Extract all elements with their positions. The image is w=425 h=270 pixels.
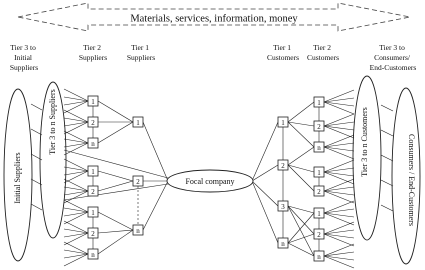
connector-line <box>288 206 314 256</box>
node-label-t1c-0: 1 <box>281 118 285 127</box>
connector-line <box>98 230 133 233</box>
header-tier1-customers: Tier 1 Customers <box>266 43 300 62</box>
node-label-t2c_c-1: 2 <box>317 230 321 239</box>
connector-line <box>252 165 278 181</box>
node-label-t1s-1: 2 <box>136 177 140 186</box>
node-label-t2c_c-0: 1 <box>317 209 321 218</box>
header-tier2-suppliers: Tier 2 Suppliers <box>78 43 108 62</box>
label-tier3-customers: Tier 3 to n Customers <box>360 107 369 177</box>
node-label-t1c-1: 2 <box>281 161 285 170</box>
connector-line <box>381 180 393 186</box>
node-label-t1s-2: n <box>136 226 140 235</box>
connector-line <box>98 181 133 191</box>
connector-line <box>98 212 133 230</box>
label-initial-suppliers: Initial Suppliers <box>13 152 22 204</box>
connector-line <box>288 243 314 256</box>
header-tier1-suppliers: Tier 1 Suppliers <box>126 43 156 62</box>
connector-line <box>288 206 314 234</box>
connector-line <box>288 147 314 165</box>
connector-line <box>98 171 133 181</box>
focal-company <box>167 170 253 192</box>
connector-line <box>381 105 393 111</box>
label-end-customers: Consumers / End-Customers <box>407 134 416 226</box>
node-label-t2s_b-1: 2 <box>91 187 95 196</box>
connector-line <box>288 102 314 122</box>
connector-line <box>252 181 278 243</box>
column-headers <box>10 43 417 72</box>
node-label-t2s_c-2: n <box>91 250 95 259</box>
connector-line <box>252 122 278 181</box>
connector-line <box>98 230 133 254</box>
connector-line <box>288 165 314 191</box>
connector-line <box>98 122 133 143</box>
header-tier3-initial-suppliers: Tier 3 to Initial Suppliers <box>9 43 39 72</box>
node-label-t2s_a-2: n <box>91 139 95 148</box>
connector-line <box>64 184 168 200</box>
node-label-t2c_b-1: 2 <box>317 187 321 196</box>
connector-line <box>381 155 393 161</box>
node-label-t2s_b-0: 1 <box>91 167 95 176</box>
connector-line <box>381 130 393 136</box>
connector-line <box>64 150 168 178</box>
connector-line <box>252 181 278 206</box>
connector-line <box>143 181 168 230</box>
node-label-t2s_c-1: 2 <box>91 229 95 238</box>
connector-line <box>98 101 133 122</box>
node-label-t2s_c-0: 1 <box>91 208 95 217</box>
node-label-t2c_a-0: 1 <box>317 98 321 107</box>
node-label-t1c-3: n <box>281 239 285 248</box>
connector-line <box>31 204 42 210</box>
node-label-t2c_c-2: n <box>317 252 321 261</box>
node-label-t1c-2: 3 <box>281 202 285 211</box>
connector-line <box>288 122 314 147</box>
connector-line <box>31 104 42 110</box>
node-label-t2c_a-2: n <box>317 143 321 152</box>
connector-line <box>381 205 393 211</box>
node-label-t1s-0: 1 <box>136 118 140 127</box>
connector-line <box>31 129 42 135</box>
flow-banner <box>18 3 410 31</box>
banner-text: Materials, services, information, money <box>130 13 298 25</box>
node-label-t2s_a-0: 1 <box>91 97 95 106</box>
focal-company-label: Focal company <box>185 177 235 186</box>
node-label-t2c_a-1: 2 <box>317 122 321 131</box>
node-label-t2s_a-1: 2 <box>91 118 95 127</box>
header-tier3-consumers: Tier 3 to Consumers/ End-Customers <box>369 43 417 72</box>
connector-line <box>288 206 314 213</box>
header-tier2-customers: Tier 2 Customers <box>306 43 340 62</box>
node-label-t2c_b-0: 1 <box>317 168 321 177</box>
label-tier3-suppliers: Tier 3 to n Suppliers <box>48 89 57 155</box>
